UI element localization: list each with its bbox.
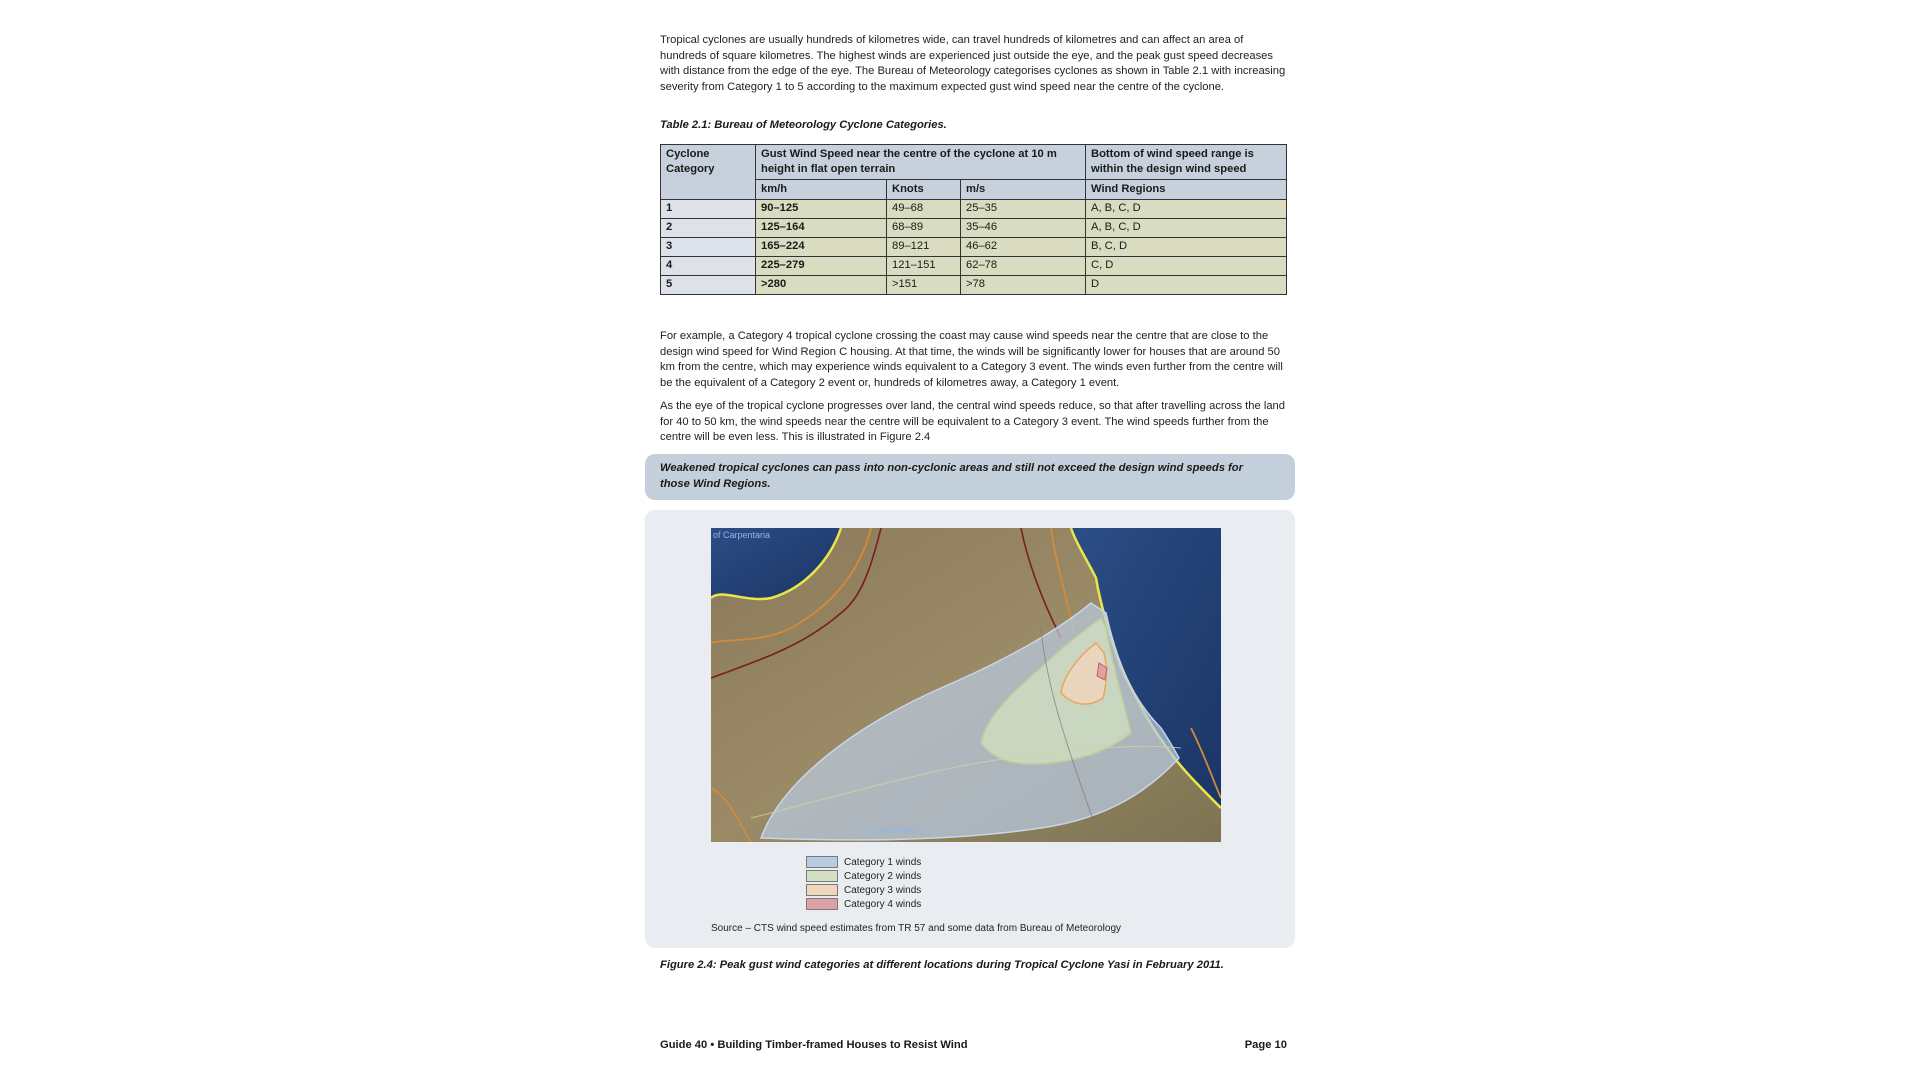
legend-swatch-category-2 [806,870,838,882]
cell-regions: A, B, C, D [1086,200,1287,219]
cell-kmh: 90–125 [756,200,887,219]
example-paragraph: For example, a Category 4 tropical cyclone crossing the coast may cause wind speeds near the centre that are close to the design wind speed for Wind Region C housing. At that time, the winds will be significantly lower for houses that are around 50 km from the centre, which may experience winds equivalent to a Category 3 event. The winds even further from the centre will be the equivalent of a Category 2 event or, hundreds of kilometres away, a Category 1 event. [660,330,1283,389]
cell-regions: B, C, D [1086,238,1287,257]
cell-ms: 25–35 [961,200,1086,219]
legend-label: Category 2 winds [844,870,922,882]
table-caption: Table 2.1: Bureau of Meteorology Cyclone Categories. [660,119,947,131]
cell-category: 1 [661,200,756,219]
header-kmh: km/h [756,180,887,200]
legend-swatch-category-3 [806,884,838,896]
table-row [661,276,1287,295]
cell-regions: C, D [1086,257,1287,276]
cell-ms: 62–78 [961,257,1086,276]
map-legend [806,855,921,911]
legend-swatch-category-1 [806,856,838,868]
callout-text: Weakened tropical cyclones can pass into non-cyclonic areas and still not exceed the design wind speeds for those Wind Regions. [660,462,1243,490]
legend-label: Category 3 winds [844,884,922,896]
cell-kmh: 225–279 [756,257,887,276]
legend-item [806,855,921,869]
header-knots: Knots [887,180,961,200]
cell-category: 5 [661,276,756,295]
cell-category: 4 [661,257,756,276]
legend-swatch-category-4 [806,898,838,910]
cell-regions: A, B, C, D [1086,219,1287,238]
legend-item [806,897,921,911]
figure-source: Source – CTS wind speed estimates from TR 57 and some data from Bureau of Meteorology [711,923,1122,934]
eye-paragraph: As the eye of the tropical cyclone progresses over land, the central wind speeds reduce, so that after travelling across the land for 40 to 50 km, the wind speeds near the centre will be equivalent to a Category 3 event. The wind speeds further from the centre will be even less. This is illustrated in Figure 2.4 [660,400,1285,444]
table-row [661,257,1287,276]
cell-regions: D [1086,276,1287,295]
cell-knots: 68–89 [887,219,961,238]
figure-caption: Figure 2.4: Peak gust wind categories at different locations during Tropical Cyclone Yasi in February 2011. [660,959,1224,971]
table-row [661,219,1287,238]
cell-knots: 89–121 [887,238,961,257]
cyclone-wind-map [711,528,1221,842]
header-gust: Gust Wind Speed near the centre of the cyclone at 10 m height in flat open terrain [756,145,1086,180]
cell-knots: >151 [887,276,961,295]
cell-knots: 49–68 [887,200,961,219]
cell-ms: 46–62 [961,238,1086,257]
map-label-queensland: Queensland [869,825,918,835]
legend-label: Category 4 winds [844,898,922,910]
cyclone-categories-table [660,144,1287,295]
header-regions: Wind Regions [1086,180,1287,200]
table-row [661,200,1287,219]
map-label-gulf: of Carpentaria [713,530,771,540]
legend-label: Category 1 winds [844,856,922,868]
cell-category: 3 [661,238,756,257]
legend-item [806,883,921,897]
cell-ms: >78 [961,276,1086,295]
cell-kmh: 165–224 [756,238,887,257]
page-number: Page 10 [1244,1039,1287,1051]
legend-item [806,869,921,883]
cell-category: 2 [661,219,756,238]
footer-title: Guide 40 • Building Timber-framed Houses to Resist Wind [660,1039,968,1051]
cell-knots: 121–151 [887,257,961,276]
cell-ms: 35–46 [961,219,1086,238]
callout-box [645,454,1295,500]
header-ms: m/s [961,180,1086,200]
cell-kmh: 125–164 [756,219,887,238]
header-category: Cyclone Category [661,145,756,200]
table-row [661,238,1287,257]
figure-panel [645,510,1295,948]
cell-kmh: >280 [756,276,887,295]
header-bottom: Bottom of wind speed range is within the design wind speed [1086,145,1287,180]
intro-paragraph: Tropical cyclones are usually hundreds of kilometres wide, can travel hundreds of kilometres and can affect an area of hundreds of square kilometres. The highest winds are experienced just outside the eye, and the peak gust speed decreases with distance from the edge of the eye. The Bureau of Meteorology categorises cyclones as shown in Table 2.1 with increasing severity from Category 1 to 5 according to the maximum expected gust wind speed near the centre of the cyclone. [660,34,1286,93]
